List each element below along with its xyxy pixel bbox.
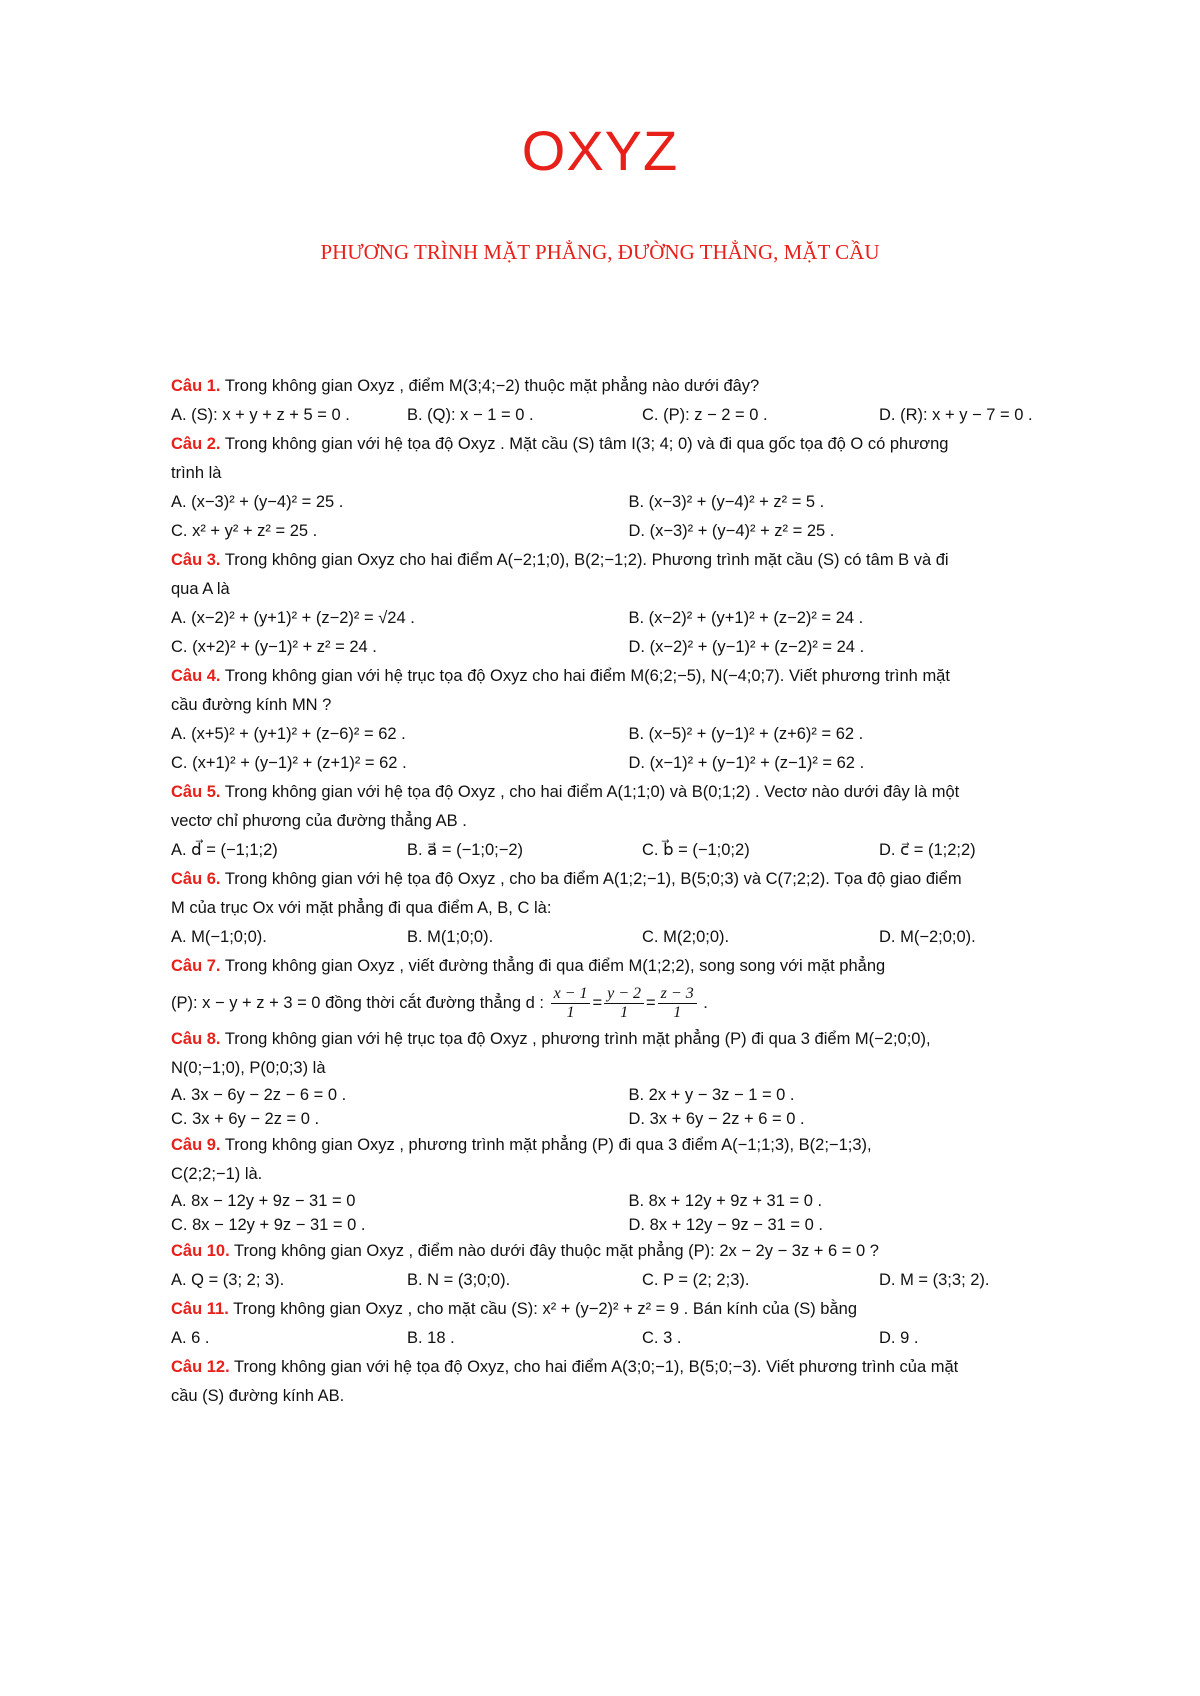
line-equation-prefix: (P): x − y + z + 3 = 0 đồng thời cắt đường thẳng d : (171, 994, 544, 1012)
option-d[interactable]: D. (x−3)² + (y−4)² + z² = 25 . (628, 522, 835, 540)
question-text: Trong không gian với hệ trục tọa độ Oxyz , phương trình mặt phẳng (P) đi qua 3 điểm M(−2;0;0), (220, 1030, 931, 1048)
question-number: Câu 12. (171, 1358, 230, 1376)
question-text: Trong không gian Oxyz , điểm nào dưới đây thuộc mặt phẳng (P): 2x − 2y − 3z + 6 = 0 ? (229, 1242, 879, 1260)
question-9 (171, 1131, 1086, 1237)
option-c[interactable]: C. (x+1)² + (y−1)² + (z+1)² = 62 . (171, 754, 407, 772)
option-a[interactable]: A. (S): x + y + z + 5 = 0 . (171, 406, 350, 424)
question-number: Câu 3. (171, 551, 221, 569)
question-8 (171, 1025, 1086, 1131)
question-5 (171, 778, 1086, 865)
question-text-continued: qua A là (171, 580, 230, 598)
question-10 (171, 1237, 1086, 1295)
option-d[interactable]: D. c⃗ = (1;2;2) (879, 841, 976, 859)
option-c[interactable]: C. 8x − 12y + 9z − 31 = 0 . (171, 1216, 366, 1234)
option-b[interactable]: B. (x−2)² + (y+1)² + (z−2)² = 24 . (628, 609, 864, 627)
question-text: Trong không gian Oxyz , điểm M(3;4;−2) thuộc mặt phẳng nào dưới đây? (220, 377, 760, 395)
option-d[interactable]: D. M(−2;0;0). (879, 928, 976, 946)
question-text-continued: cầu (S) đường kính AB. (171, 1387, 345, 1405)
question-7 (171, 952, 1086, 1025)
option-b[interactable]: B. (x−5)² + (y−1)² + (z+6)² = 62 . (628, 725, 864, 743)
fraction-z: $\frac{z - 3}{1}$ (658, 985, 697, 1022)
option-d[interactable]: D. 8x + 12y − 9z − 31 = 0 . (628, 1216, 823, 1234)
question-11 (171, 1295, 1086, 1353)
question-number: Câu 8. (171, 1030, 221, 1048)
fraction-y: $\frac{y - 2}{1}$ (604, 985, 644, 1022)
option-b[interactable]: B. 2x + y − 3z − 1 = 0 . (628, 1086, 795, 1104)
question-text: Trong không gian với hệ trục tọa độ Oxyz cho hai điểm M(6;2;−5), N(−4;0;7). Viết phương trình mặt (220, 667, 950, 685)
option-d[interactable]: D. M = (3;3; 2). (879, 1271, 990, 1289)
question-number: Câu 2. (171, 435, 221, 453)
document-subtitle: PHƯƠNG TRÌNH MẶT PHẲNG, ĐƯỜNG THẲNG, MẶT CẦU (320, 240, 880, 264)
option-c[interactable]: C. (P): z − 2 = 0 . (642, 406, 768, 424)
question-number: Câu 6. (171, 870, 221, 888)
option-a[interactable]: A. Q = (3; 2; 3). (171, 1271, 285, 1289)
option-c[interactable]: C. 3x + 6y − 2z = 0 . (171, 1110, 320, 1128)
question-text: Trong không gian Oxyz , phương trình mặt phẳng (P) đi qua 3 điểm A(−1;1;3), B(2;−1;3), (220, 1136, 872, 1154)
question-3 (171, 546, 1086, 662)
question-number: Câu 11. (171, 1300, 229, 1318)
question-text-continued: N(0;−1;0), P(0;0;3) là (171, 1059, 326, 1077)
question-list (171, 372, 1086, 1411)
question-4 (171, 662, 1086, 778)
option-d[interactable]: D. (x−2)² + (y−1)² + (z−2)² = 24 . (628, 638, 865, 656)
option-a[interactable]: A. 6 . (171, 1329, 210, 1347)
option-d[interactable]: D. (x−1)² + (y−1)² + (z−1)² = 62 . (628, 754, 865, 772)
option-a[interactable]: A. M(−1;0;0). (171, 928, 267, 946)
question-text: Trong không gian với hệ tọa độ Oxyz , cho ba điểm A(1;2;−1), B(5;0;3) và C(7;2;2). Tọa độ giao điểm (220, 870, 962, 888)
option-a[interactable]: A. d⃗ = (−1;1;2) (171, 841, 278, 859)
question-1 (171, 372, 1086, 430)
option-b[interactable]: B. (Q): x − 1 = 0 . (407, 406, 534, 424)
question-text: Trong không gian với hệ tọa độ Oxyz . Mặt cầu (S) tâm I(3; 4; 0) và đi qua gốc tọa độ O có phương (220, 435, 949, 453)
option-c[interactable]: C. P = (2; 2;3). (642, 1271, 750, 1289)
question-number: Câu 4. (171, 667, 221, 685)
option-c[interactable]: C. (x+2)² + (y−1)² + z² = 24 . (171, 638, 377, 656)
option-b[interactable]: B. 18 . (407, 1329, 455, 1347)
question-number: Câu 9. (171, 1136, 221, 1154)
option-c[interactable]: C. M(2;0;0). (642, 928, 730, 946)
question-number: Câu 7. (171, 957, 221, 975)
question-text-continued: M của trục Ox với mặt phẳng đi qua điểm A, B, C là: (171, 899, 552, 917)
option-b[interactable]: B. M(1;0;0). (407, 928, 494, 946)
option-a[interactable]: A. 8x − 12y + 9z − 31 = 0 (171, 1192, 356, 1210)
fraction-x: $\frac{x - 1}{1}$ (551, 985, 591, 1022)
option-c[interactable]: C. b⃗ = (−1;0;2) (642, 841, 750, 859)
question-number: Câu 1. (171, 377, 221, 395)
document-title: OXYZ (521, 119, 679, 182)
question-text-continued: (P): x − y + z + 3 = 0 đồng thời cắt đường thẳng d : $\frac{x - 1}{1}$ = $\frac{y - 2}{1}$ = $\frac{z - 3}{1}$ . (171, 985, 708, 1022)
option-a[interactable]: A. (x+5)² + (y+1)² + (z−6)² = 62 . (171, 725, 406, 743)
option-c[interactable]: C. x² + y² + z² = 25 . (171, 522, 318, 540)
question-text-continued: vectơ chỉ phương của đường thẳng AB . (171, 812, 467, 830)
option-d[interactable]: D. 3x + 6y − 2z + 6 = 0 . (628, 1110, 805, 1128)
option-b[interactable]: B. (x−3)² + (y−4)² + z² = 5 . (628, 493, 825, 511)
option-d[interactable]: D. 9 . (879, 1329, 919, 1347)
question-text-continued: cầu đường kính MN ? (171, 696, 332, 714)
option-a[interactable]: A. 3x − 6y − 2z − 6 = 0 . (171, 1086, 347, 1104)
question-2 (171, 430, 1086, 546)
question-6 (171, 865, 1086, 952)
question-text-continued: C(2;2;−1) là. (171, 1165, 263, 1183)
option-d[interactable]: D. (R): x + y − 7 = 0 . (879, 406, 1033, 424)
question-number: Câu 10. (171, 1242, 230, 1260)
question-number: Câu 5. (171, 783, 221, 801)
option-b[interactable]: B. a⃗ = (−1;0;−2) (407, 841, 524, 859)
question-text-continued: trình là (171, 464, 222, 482)
question-text: Trong không gian Oxyz cho hai điểm A(−2;1;0), B(2;−1;2). Phương trình mặt cầu (S) có tâm B và đi (220, 551, 949, 569)
question-text: Trong không gian với hệ tọa độ Oxyz , cho hai điểm A(1;1;0) và B(0;1;2) . Vectơ nào dưới đây là một (220, 783, 960, 801)
question-12 (171, 1353, 1086, 1411)
option-b[interactable]: B. 8x + 12y + 9z + 31 = 0 . (628, 1192, 823, 1210)
question-text: Trong không gian với hệ tọa độ Oxyz, cho hai điểm A(3;0;−1), B(5;0;−3). Viết phương trình của mặt (229, 1358, 959, 1376)
option-b[interactable]: B. N = (3;0;0). (407, 1271, 511, 1289)
option-a[interactable]: A. (x−3)² + (y−4)² = 25 . (171, 493, 344, 511)
question-text: Trong không gian Oxyz , cho mặt cầu (S): x² + (y−2)² + z² = 9 . Bán kính của (S) bằng (228, 1300, 858, 1318)
option-a[interactable]: A. (x−2)² + (y+1)² + (z−2)² = √24 . (171, 609, 415, 627)
option-c[interactable]: C. 3 . (642, 1329, 682, 1347)
question-text: Trong không gian Oxyz , viết đường thẳng đi qua điểm M(1;2;2), song song với mặt phẳng (220, 957, 886, 975)
